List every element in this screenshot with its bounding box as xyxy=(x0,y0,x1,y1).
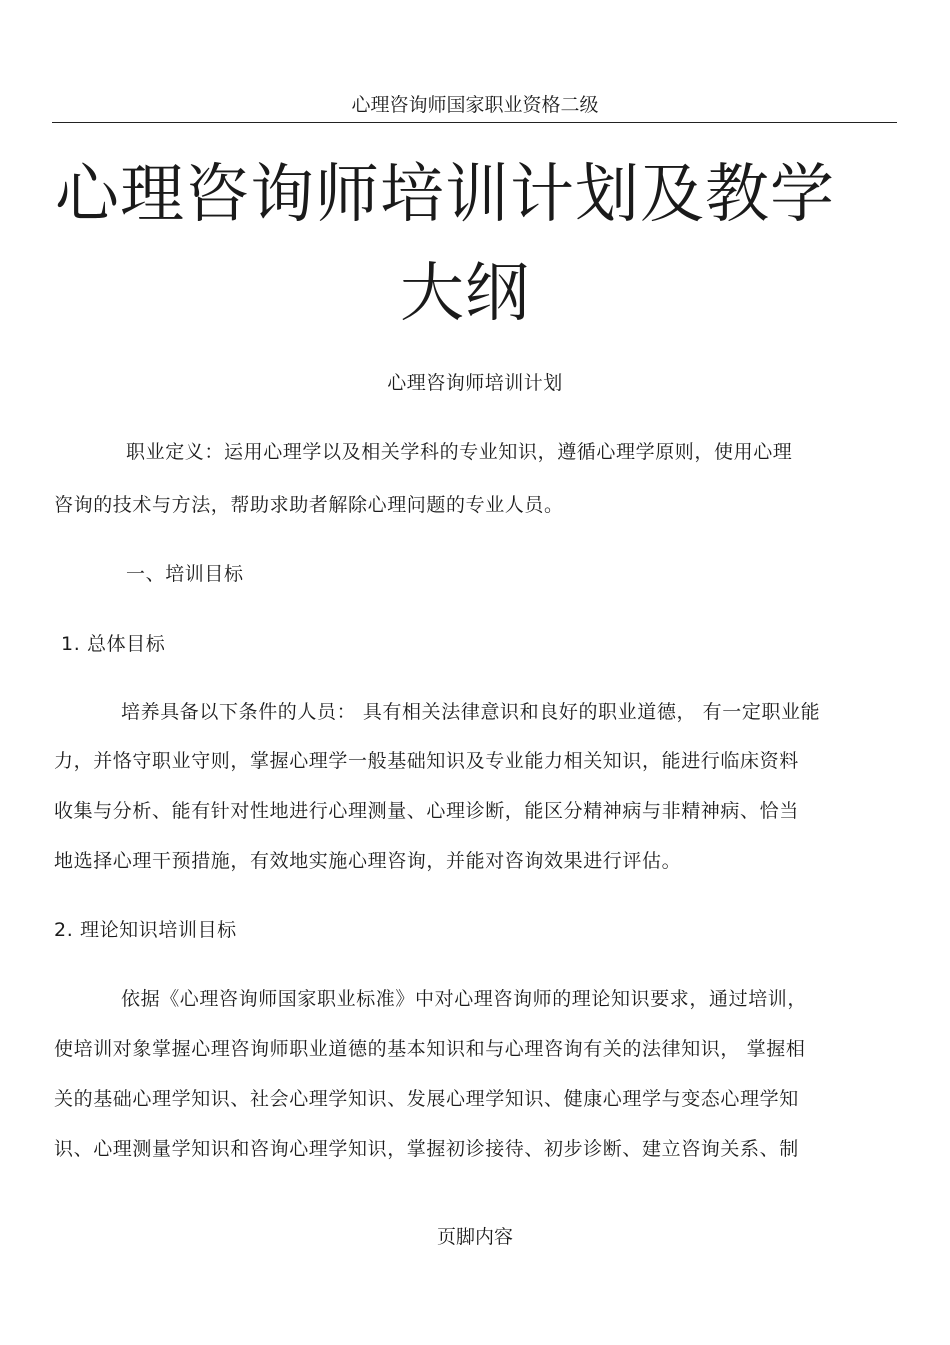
goal1-line-4: 地选择心理干预措施，有效地实施心理咨询，并能对咨询效果进行评估。 xyxy=(54,850,682,872)
header-divider xyxy=(52,122,897,123)
goal2-line-2: 使培训对象掌握心理咨询师职业道德的基本知识和与心理咨询有关的法律知识， 掌握相 xyxy=(54,1038,806,1060)
document-subtitle: 心理咨询师培训计划 xyxy=(387,372,563,394)
goal2-line-4: 识、心理测量学知识和咨询心理学知识，掌握初诊接待、初步诊断、建立咨询关系、制 xyxy=(54,1138,799,1160)
goal1-line-2: 力，并恪守职业守则，掌握心理学一般基础知识及专业能力相关知识，能进行临床资料 xyxy=(54,750,799,772)
goal2-heading: 2. 理论知识培训目标 xyxy=(54,919,237,941)
document-title-line-1: 心理咨询师培训计划及教学 xyxy=(55,158,835,232)
goal1-line-1: 培养具备以下条件的人员： 具有相关法律意识和良好的职业道德， 有一定职业能 xyxy=(121,701,821,723)
goal2-line-1: 依据《心理咨询师国家职业标准》中对心理咨询师的理论知识要求，通过培训， xyxy=(121,988,808,1010)
page-footer: 页脚内容 xyxy=(436,1226,513,1248)
page-header: 心理咨询师国家职业资格二级 xyxy=(351,94,599,116)
document-title-line-2: 大纲 xyxy=(400,257,530,331)
section-heading-training-goals: 一、培训目标 xyxy=(126,563,244,585)
definition-line-2: 咨询的技术与方法，帮助求助者解除心理问题的专业人员。 xyxy=(54,494,564,516)
goal1-line-3: 收集与分析、能有针对性地进行心理测量、心理诊断，能区分精神病与非精神病、恰当 xyxy=(54,800,799,822)
definition-line-1: 职业定义：运用心理学以及相关学科的专业知识，遵循心理学原则，使用心理 xyxy=(126,441,793,463)
goal1-heading: 1. 总体目标 xyxy=(61,633,166,655)
goal2-line-3: 关的基础心理学知识、社会心理学知识、发展心理学知识、健康心理学与变态心理学知 xyxy=(54,1088,799,1110)
